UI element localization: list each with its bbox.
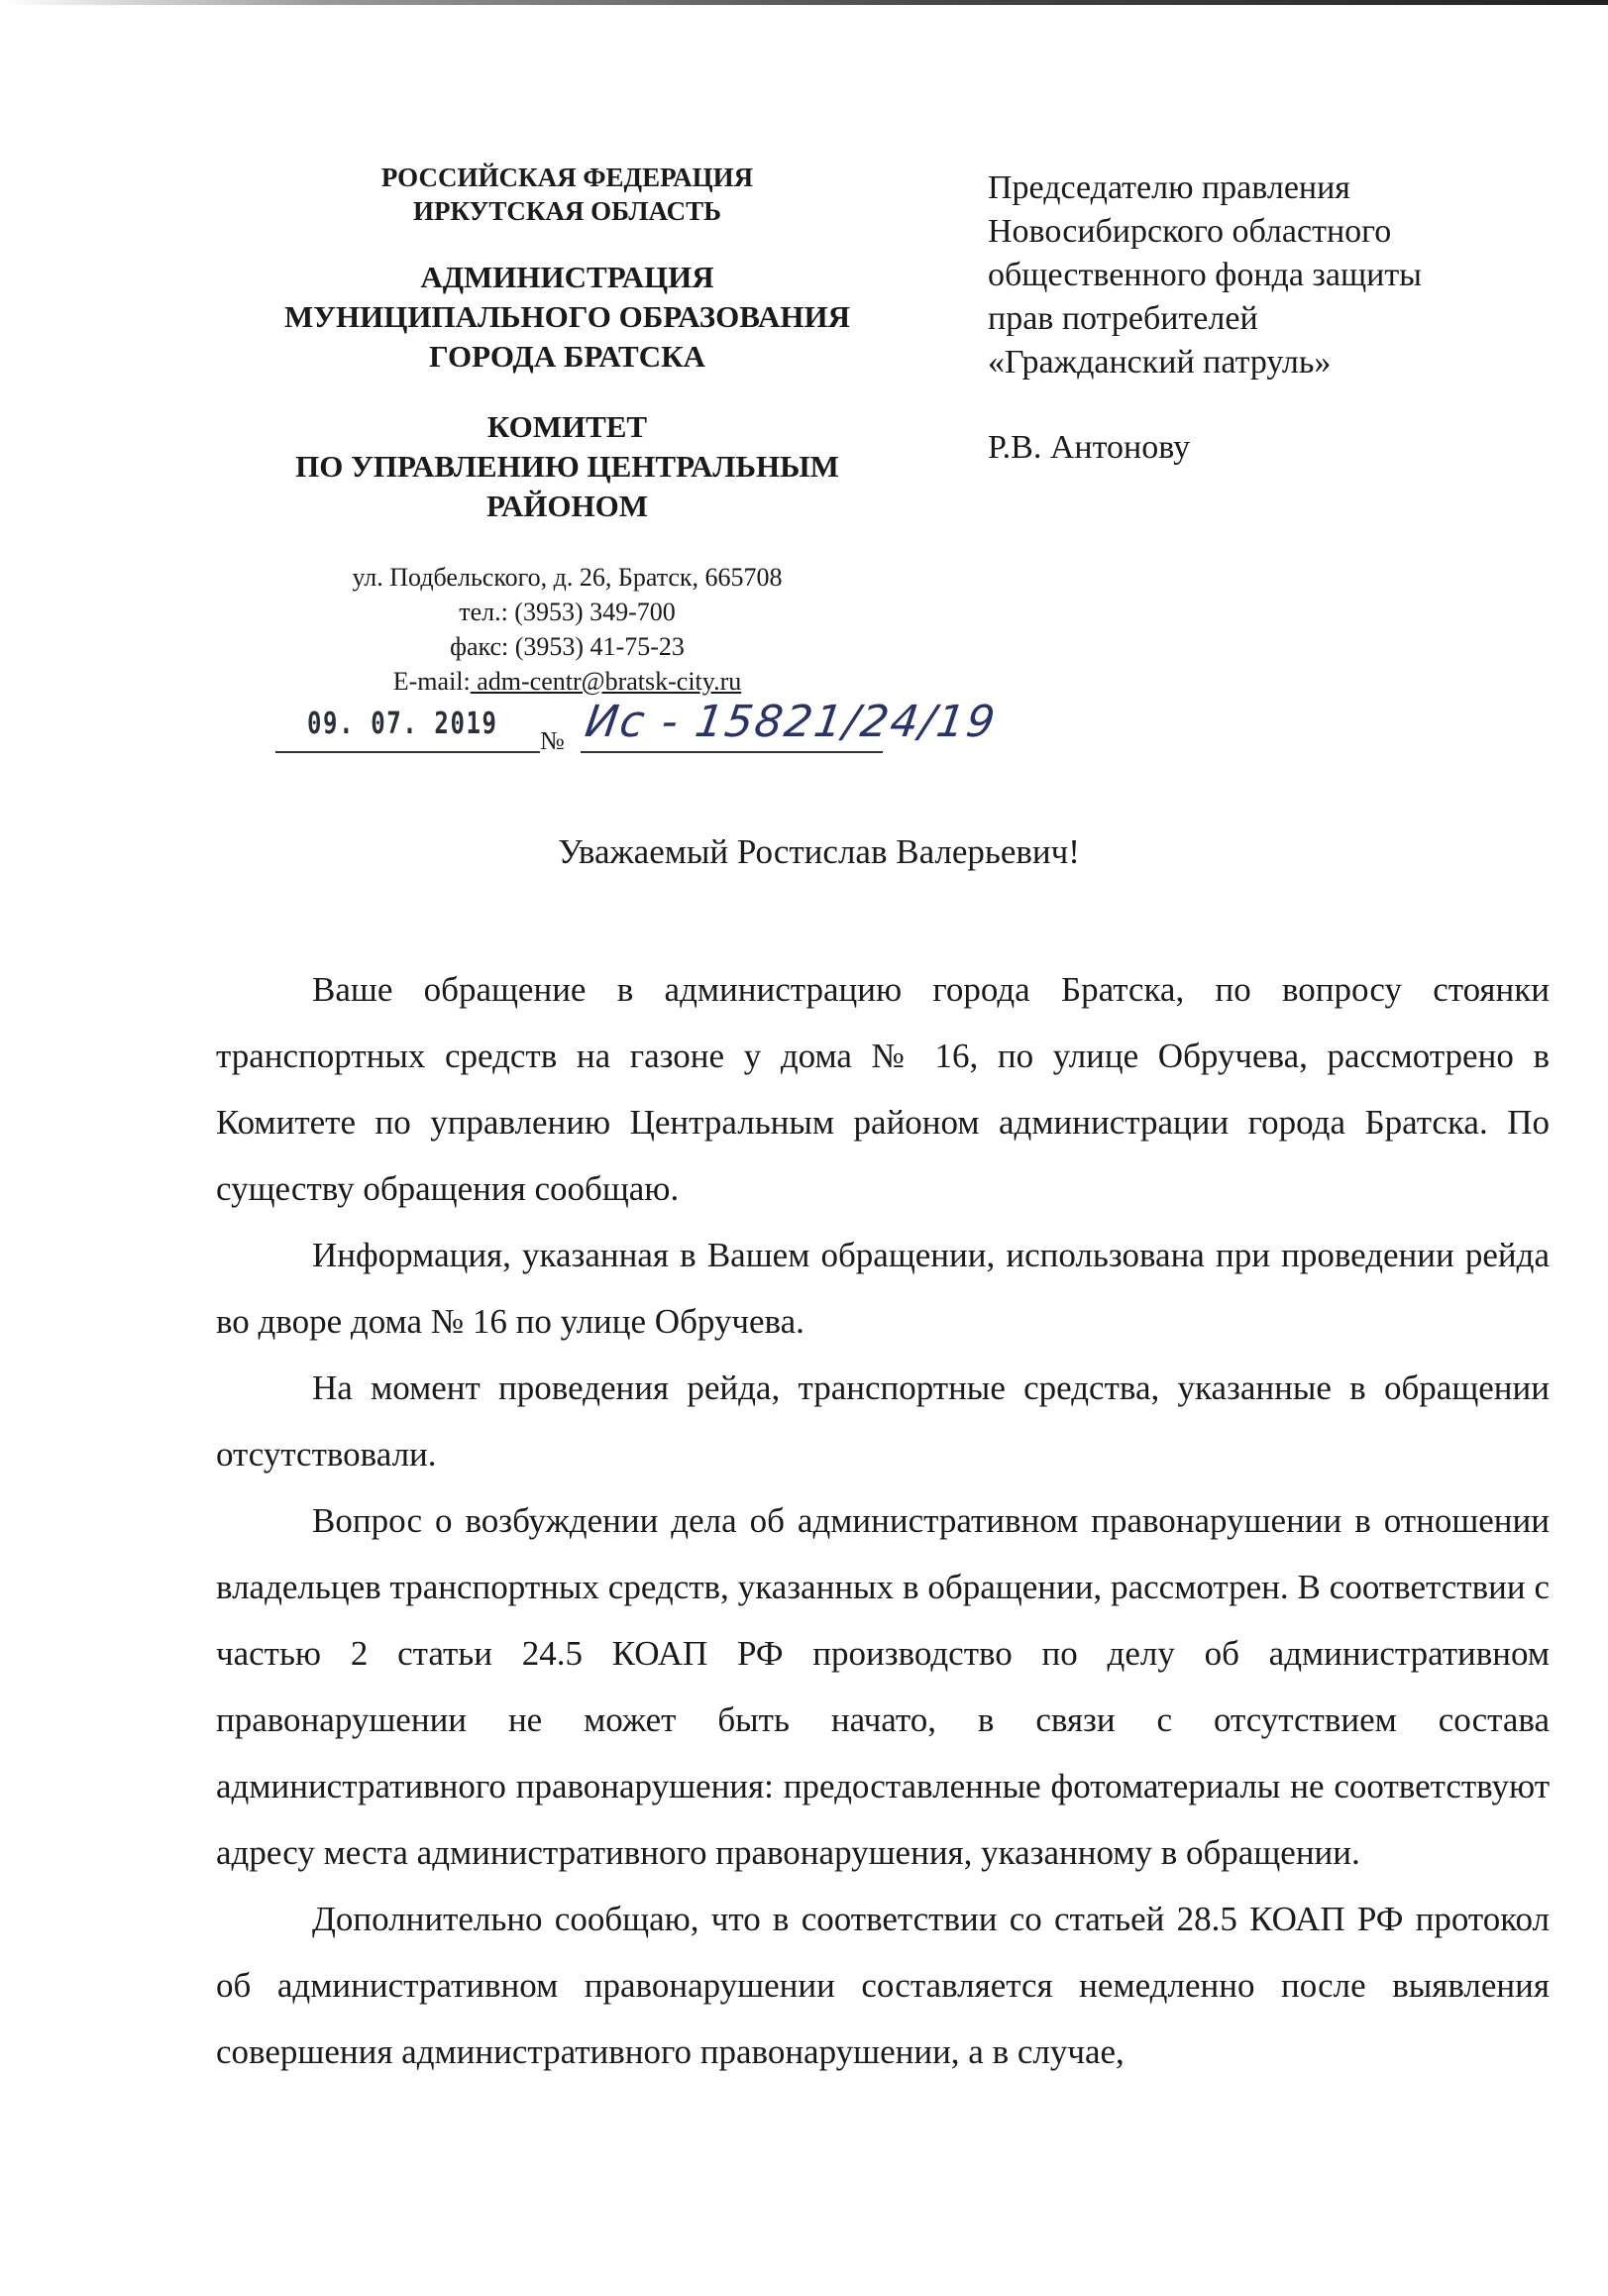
letterhead-fax: факс: (3953) 41-75-23 [450, 632, 685, 661]
registration-number-handwritten: Ис - 15821/24/19 [582, 697, 1001, 747]
letterhead-phone: тел.: (3953) 349-700 [459, 598, 676, 626]
registration-date-stamp: 09. 07. 2019 [307, 707, 498, 741]
body-paragraph: Дополнительно сообщаю, что в соответствии со статьей 28.5 КОАП РФ протокол об административном правонарушении составляется немедленно после выявления совершения административного правонарушении, а в случае, [216, 1900, 1550, 2071]
recipient-name: Р.В. Антонову [988, 429, 1191, 466]
letterhead-region: ИРКУТСКАЯ ОБЛАСТЬ [413, 196, 721, 226]
recipient-line: общественного фонда защиты [988, 257, 1423, 293]
recipient-line: прав потребителей [988, 300, 1258, 337]
registration-date-underline [275, 751, 540, 753]
body-paragraph: Вопрос о возбуждении дела об административном правонарушении в отношении владельцев транспортных средств, указанных в обращении, рассмотрен. В соответствии с частью 2 статьи 24.5 КОАП РФ производство по делу об административном правонарушении не может быть начато, в связи с отсутствием состава административного правонарушения: предоставленные фотоматериалы не соответствуют адресу места административного правонарушения, указанному в обращении. [216, 1501, 1550, 1872]
letterhead-committee [228, 407, 907, 526]
salutation: Уважаемый Ростислав Валерьевич! [558, 832, 1080, 871]
registration-number-label: № [540, 726, 565, 755]
letterhead-committee-line: ПО УПРАВЛЕНИЮ ЦЕНТРАЛЬНЫМ [295, 449, 839, 484]
letter-body [216, 956, 1550, 2085]
letterhead-admin-line: ГОРОДА БРАТСКА [429, 339, 705, 374]
scan-edge [0, 0, 1608, 5]
body-paragraph: На момент проведения рейда, транспортные средства, указанные в обращении отсутствовали. [216, 1368, 1550, 1474]
letterhead-country: РОССИЙСКАЯ ФЕДЕРАЦИЯ [380, 163, 754, 192]
letterhead-email [228, 664, 907, 699]
letterhead-contacts [228, 560, 907, 699]
letterhead-admin-line: МУНИЦИПАЛЬНОГО ОБРАЗОВАНИЯ [284, 299, 850, 334]
letterhead [228, 161, 907, 699]
registration-line [275, 697, 1001, 756]
recipient-line: Председателю правления [988, 169, 1350, 206]
letterhead-address: ул. Подбельского, д. 26, Братск, 665708 [352, 563, 783, 592]
letterhead-email-label: E-mail: [392, 667, 471, 696]
registration-number-underline [581, 751, 883, 753]
letterhead-admin [228, 258, 907, 377]
body-paragraph: Ваше обращение в администрацию города Братска, по вопросу стоянки транспортных средств на газоне у дома № 16, по улице Обручева, рассмотрено в Комитете по управлению Центральным районом администрации города Братска. По существу обращения сообщаю. [216, 970, 1550, 1208]
letterhead-committee-line: РАЙОНОМ [485, 489, 649, 523]
recipient-line: Новосибирского областного [988, 213, 1392, 250]
letterhead-committee-line: КОМИТЕТ [486, 409, 648, 444]
recipient-block [988, 166, 1422, 470]
recipient-line: «Гражданский патруль» [988, 344, 1332, 381]
body-paragraph: Информация, указанная в Вашем обращении, использована при проведении рейда во дворе дома № 16 по улице Обручева. [216, 1236, 1550, 1341]
letterhead-admin-line: АДМИНИСТРАЦИЯ [420, 260, 714, 294]
letterhead-email-value: adm-centr@bratsk-city.ru [470, 667, 742, 696]
